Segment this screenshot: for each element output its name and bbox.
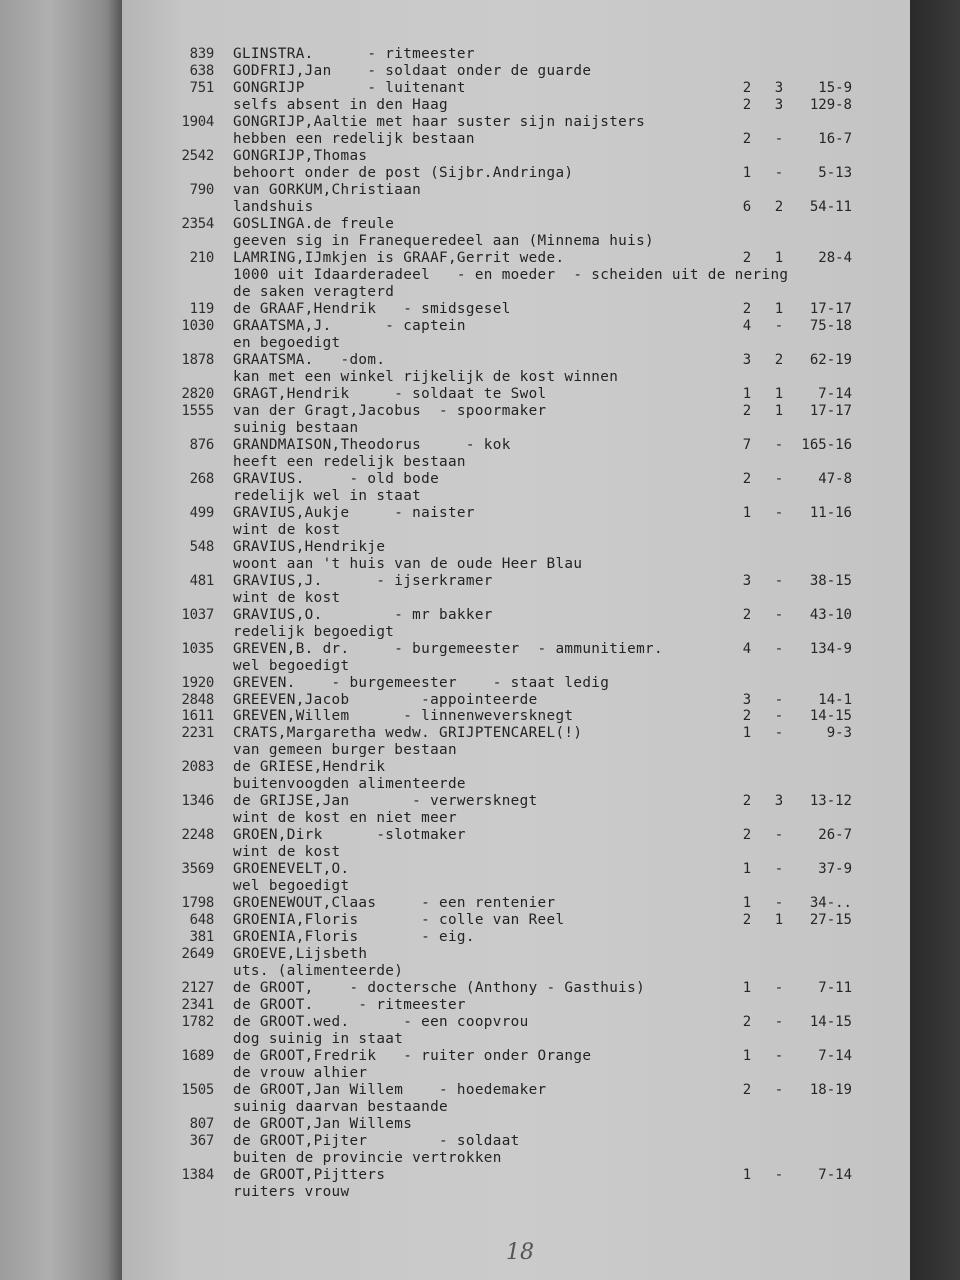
register-entry — [0, 1031, 960, 1048]
column-one: 7 — [742, 437, 752, 453]
column-amount: 7-14 — [818, 1048, 852, 1064]
column-amount: 14-15 — [809, 1014, 852, 1030]
column-one: 2 — [742, 131, 752, 147]
entry-number: 2542 — [181, 148, 214, 164]
column-two: - — [774, 895, 784, 911]
register-entry — [0, 1014, 960, 1031]
column-one: 4 — [742, 641, 752, 657]
entry-text: GREVEN. - burgemeester - staat ledig — [233, 675, 610, 691]
entry-text: GRANDMAISON,Theodorus - kok — [233, 437, 511, 453]
register-entry — [0, 199, 960, 216]
register-entry — [0, 1167, 960, 1184]
column-amount: 17-17 — [809, 403, 852, 419]
entry-text: GREVEN,B. dr. - burgemeester - ammunitiemr. — [233, 641, 663, 657]
entry-text: geeven sig in Franequeredeel aan (Minnema huis) — [233, 233, 654, 249]
register-entry — [0, 641, 960, 658]
entry-number: 638 — [189, 63, 214, 79]
entry-text: GLINSTRA. - ritmeester — [233, 46, 475, 62]
entry-text: de GROOT. - ritmeester — [233, 997, 466, 1013]
column-one: 2 — [742, 471, 752, 487]
entry-number: 1384 — [181, 1167, 214, 1183]
entry-text: van gemeen burger bestaan — [233, 742, 457, 758]
column-two: 1 — [774, 301, 784, 317]
column-one: 1 — [742, 1167, 752, 1183]
register-entry — [0, 539, 960, 556]
entry-number: 2848 — [181, 692, 214, 708]
entry-text: kan met een winkel rijkelijk de kost winnen — [233, 369, 619, 385]
entry-number: 1689 — [181, 1048, 214, 1064]
entry-text: GRAVIUS,Hendrikje — [233, 539, 386, 555]
column-two: - — [774, 861, 784, 877]
entry-text: de GRIJSE,Jan - verwersknegt — [233, 793, 538, 809]
entry-number: 1035 — [181, 641, 214, 657]
column-amount: 62-19 — [809, 352, 852, 368]
entry-text: buiten de provincie vertrokken — [233, 1150, 502, 1166]
entry-number: 1030 — [181, 318, 214, 334]
register-entry — [0, 301, 960, 318]
entry-number: 2083 — [181, 759, 214, 775]
entry-text: GROEN,Dirk -slotmaker — [233, 827, 466, 843]
entry-number: 876 — [189, 437, 214, 453]
register-entry — [0, 590, 960, 607]
entry-text: de GROOT, - doctersche (Anthony - Gasthuis) — [233, 980, 646, 996]
register-entry — [0, 963, 960, 980]
entry-text: GROEVE,Lijsbeth — [233, 946, 368, 962]
column-two: 3 — [774, 80, 784, 96]
entry-number: 548 — [189, 539, 214, 555]
column-amount: 14-1 — [818, 692, 852, 708]
register-entry — [0, 148, 960, 165]
column-amount: 54-11 — [809, 199, 852, 215]
entry-number: 499 — [189, 505, 214, 521]
column-one: 1 — [742, 895, 752, 911]
column-two: - — [774, 165, 784, 181]
entry-text: de GROOT,Jan Willems — [233, 1116, 413, 1132]
entry-number: 367 — [189, 1133, 214, 1149]
register-entry — [0, 267, 960, 284]
entry-text: GROENEWOUT,Claas - een rentenier — [233, 895, 556, 911]
entry-number: 2231 — [181, 725, 214, 741]
entry-number: 1346 — [181, 793, 214, 809]
register-entry — [0, 980, 960, 997]
entry-text: GRAVIUS. - old bode — [233, 471, 440, 487]
entry-number: 1920 — [181, 675, 214, 691]
entry-text: GONGRIJP - luitenant — [233, 80, 466, 96]
register-entry — [0, 675, 960, 692]
column-amount: 28-4 — [818, 250, 852, 266]
register-entry — [0, 912, 960, 929]
entry-text: GODFRIJ,Jan - soldaat onder de guarde — [233, 63, 592, 79]
entry-text: GROENIA,Floris - colle van Reel — [233, 912, 565, 928]
column-one: 2 — [742, 301, 752, 317]
column-one: 6 — [742, 199, 752, 215]
column-one: 1 — [742, 386, 752, 402]
column-amount: 37-9 — [818, 861, 852, 877]
entry-text: van GORKUM,Christiaan — [233, 182, 422, 198]
entry-number: 1878 — [181, 352, 214, 368]
entry-text: landshuis — [233, 199, 314, 215]
register-entry — [0, 233, 960, 250]
register-entry — [0, 844, 960, 861]
register-entry — [0, 131, 960, 148]
entry-text: de GROOT,Pijtters — [233, 1167, 386, 1183]
column-one: 2 — [742, 827, 752, 843]
column-two: 3 — [774, 793, 784, 809]
register-entry — [0, 216, 960, 233]
column-amount: 16-7 — [818, 131, 852, 147]
column-one: 1 — [742, 980, 752, 996]
entry-text: hebben een redelijk bestaan — [233, 131, 475, 147]
entry-text: heeft een redelijk bestaan — [233, 454, 466, 470]
entry-number: 1798 — [181, 895, 214, 911]
page-number: 18 — [506, 1240, 534, 1265]
column-amount: 5-13 — [818, 165, 852, 181]
entry-text: wint de kost — [233, 522, 341, 538]
column-two: - — [774, 1167, 784, 1183]
column-two: 1 — [774, 912, 784, 928]
column-two: 2 — [774, 199, 784, 215]
register-entry — [0, 318, 960, 335]
column-two: 1 — [774, 250, 784, 266]
column-two: 3 — [774, 97, 784, 113]
entry-text: dog suinig in staat — [233, 1031, 404, 1047]
column-amount: 34-.. — [809, 895, 852, 911]
entry-text: woont aan 't huis van de oude Heer Blau — [233, 556, 583, 572]
register-entry — [0, 80, 960, 97]
column-one: 1 — [742, 505, 752, 521]
entry-number: 839 — [189, 46, 214, 62]
entry-text: de GRIESE,Hendrik — [233, 759, 386, 775]
entry-text: suinig daarvan bestaande — [233, 1099, 448, 1115]
entry-text: de GROOT,Jan Willem - hoedemaker — [233, 1082, 547, 1098]
register-entry — [0, 573, 960, 590]
column-one: 2 — [742, 912, 752, 928]
entry-text: selfs absent in den Haag — [233, 97, 448, 113]
entry-number: 210 — [189, 250, 214, 266]
entry-number: 2820 — [181, 386, 214, 402]
register-entry — [0, 946, 960, 963]
column-amount: 134-9 — [809, 641, 852, 657]
entry-number: 790 — [189, 182, 214, 198]
entry-text: de GROOT,Fredrik - ruiter onder Orange — [233, 1048, 592, 1064]
register-entry — [0, 793, 960, 810]
register-entry — [0, 1099, 960, 1116]
entry-text: GONGRIJP,Thomas — [233, 148, 368, 164]
entry-text: de vrouw alhier — [233, 1065, 368, 1081]
register-entry — [0, 505, 960, 522]
entry-text: wel begoedigt — [233, 658, 350, 674]
register-entry — [0, 97, 960, 114]
entry-text: GRAATSMA,J. - captein — [233, 318, 466, 334]
entry-number: 1611 — [181, 708, 214, 724]
column-two: - — [774, 131, 784, 147]
register-entry — [0, 1048, 960, 1065]
column-two: 1 — [774, 403, 784, 419]
register-entry — [0, 454, 960, 471]
entry-text: wint de kost — [233, 590, 341, 606]
register-entry — [0, 742, 960, 759]
column-two: 2 — [774, 352, 784, 368]
column-one: 2 — [742, 250, 752, 266]
column-amount: 165-16 — [801, 437, 852, 453]
entry-text: redelijk wel in staat — [233, 488, 422, 504]
entry-number: 1782 — [181, 1014, 214, 1030]
register-entry — [0, 1082, 960, 1099]
register-entry — [0, 658, 960, 675]
column-two: - — [774, 980, 784, 996]
entry-number: 1037 — [181, 607, 214, 623]
column-amount: 13-12 — [809, 793, 852, 809]
register-entry — [0, 878, 960, 895]
entry-text: van der Gragt,Jacobus - spoormaker — [233, 403, 547, 419]
register-entry — [0, 895, 960, 912]
column-two: - — [774, 505, 784, 521]
entry-number: 648 — [189, 912, 214, 928]
register-entry — [0, 335, 960, 352]
column-two: 1 — [774, 386, 784, 402]
register-entry — [0, 929, 960, 946]
entry-number: 3569 — [181, 861, 214, 877]
entry-number: 2248 — [181, 827, 214, 843]
entry-text: GROENEVELT,O. — [233, 861, 350, 877]
column-one: 1 — [742, 725, 752, 741]
register-entry — [0, 827, 960, 844]
entry-text: ruiters vrouw — [233, 1184, 350, 1200]
column-one: 2 — [742, 1014, 752, 1030]
column-one: 2 — [742, 1082, 752, 1098]
register-entry — [0, 165, 960, 182]
register-entry — [0, 386, 960, 403]
entry-number: 2127 — [181, 980, 214, 996]
column-one: 4 — [742, 318, 752, 334]
column-one: 2 — [742, 793, 752, 809]
register-entry — [0, 420, 960, 437]
column-amount: 129-8 — [809, 97, 852, 113]
register-entry — [0, 624, 960, 641]
register-entry — [0, 284, 960, 301]
register-entry — [0, 471, 960, 488]
column-amount: 9-3 — [826, 725, 852, 741]
column-amount: 27-15 — [809, 912, 852, 928]
register-entry — [0, 63, 960, 80]
entry-text: en begoedigt — [233, 335, 341, 351]
entry-text: wint de kost — [233, 844, 341, 860]
register-entry — [0, 1184, 960, 1201]
column-amount: 15-9 — [818, 80, 852, 96]
entry-number: 268 — [189, 471, 214, 487]
entry-text: redelijk begoedigt — [233, 624, 395, 640]
entry-text: behoort onder de post (Sijbr.Andringa) — [233, 165, 574, 181]
register-entry — [0, 1133, 960, 1150]
entry-text: wint de kost en niet meer — [233, 810, 457, 826]
register-entry — [0, 556, 960, 573]
entry-text: de GRAAF,Hendrik - smidsgesel — [233, 301, 511, 317]
entry-number: 1904 — [181, 114, 214, 130]
column-amount: 43-10 — [809, 607, 852, 623]
register-entry — [0, 437, 960, 454]
column-one: 3 — [742, 692, 752, 708]
entry-number: 381 — [189, 929, 214, 945]
column-one: 2 — [742, 708, 752, 724]
entry-number: 2649 — [181, 946, 214, 962]
column-one: 2 — [742, 403, 752, 419]
column-one: 2 — [742, 80, 752, 96]
column-one: 1 — [742, 165, 752, 181]
column-two: - — [774, 641, 784, 657]
entry-text: GRAVIUS,J. - ijserkramer — [233, 573, 493, 589]
register-entry — [0, 725, 960, 742]
register-entry — [0, 759, 960, 776]
register-entry — [0, 114, 960, 131]
entry-text: suinig bestaan — [233, 420, 359, 436]
column-amount: 75-18 — [809, 318, 852, 334]
entry-text: GREEVEN,Jacob -appointeerde — [233, 692, 538, 708]
column-two: - — [774, 318, 784, 334]
entry-number: 751 — [189, 80, 214, 96]
entry-text: GREVEN,Willem - linnenweversknegt — [233, 708, 574, 724]
column-one: 3 — [742, 352, 752, 368]
entry-text: de saken veragterd — [233, 284, 395, 300]
register-entry — [0, 997, 960, 1014]
column-amount: 7-11 — [818, 980, 852, 996]
register-entry — [0, 250, 960, 267]
entry-number: 2354 — [181, 216, 214, 232]
column-two: - — [774, 1048, 784, 1064]
column-amount: 7-14 — [818, 1167, 852, 1183]
register-entry — [0, 403, 960, 420]
register-entry — [0, 488, 960, 505]
entry-text: buitenvoogden alimenteerde — [233, 776, 466, 792]
entry-text: GOSLINGA.de freule — [233, 216, 395, 232]
column-two: - — [774, 607, 784, 623]
entry-text: CRATS,Margaretha wedw. GRIJPTENCAREL(!) — [233, 725, 583, 741]
entry-number: 1505 — [181, 1082, 214, 1098]
entry-number: 1555 — [181, 403, 214, 419]
column-one: 2 — [742, 97, 752, 113]
register-entry — [0, 46, 960, 63]
column-one: 3 — [742, 573, 752, 589]
column-one: 1 — [742, 861, 752, 877]
register-entry — [0, 708, 960, 725]
register-entry — [0, 522, 960, 539]
column-two: - — [774, 692, 784, 708]
column-amount: 26-7 — [818, 827, 852, 843]
entry-number: 119 — [189, 301, 214, 317]
register-entry — [0, 1150, 960, 1167]
column-two: - — [774, 725, 784, 741]
entry-text: uts. (alimenteerde) — [233, 963, 404, 979]
entry-text: GROENIA,Floris - eig. — [233, 929, 475, 945]
register-entry — [0, 861, 960, 878]
register-entry — [0, 1065, 960, 1082]
column-two: - — [774, 708, 784, 724]
column-two: - — [774, 573, 784, 589]
column-two: - — [774, 827, 784, 843]
register-entry — [0, 776, 960, 793]
entry-number: 807 — [189, 1116, 214, 1132]
column-amount: 7-14 — [818, 386, 852, 402]
entry-text: de GROOT.wed. - een coopvrou — [233, 1014, 529, 1030]
entry-text: GRAGT,Hendrik - soldaat te Swol — [233, 386, 547, 402]
entry-text: GRAVIUS,Aukje - naister — [233, 505, 475, 521]
column-one: 1 — [742, 1048, 752, 1064]
column-two: - — [774, 437, 784, 453]
entry-text: de GROOT,Pijter - soldaat — [233, 1133, 520, 1149]
column-one: 2 — [742, 607, 752, 623]
register-entry — [0, 352, 960, 369]
entry-text: GRAATSMA. -dom. — [233, 352, 386, 368]
register-entry — [0, 1116, 960, 1133]
column-amount: 14-15 — [809, 708, 852, 724]
entry-text: GONGRIJP,Aaltie met haar suster sijn naijsters — [233, 114, 646, 130]
column-two: - — [774, 1082, 784, 1098]
entry-number: 2341 — [181, 997, 214, 1013]
register-entry — [0, 369, 960, 386]
entry-number: 481 — [189, 573, 214, 589]
entry-text: 1000 uit Idaarderadeel - en moeder - scheiden uit de nering — [233, 267, 789, 283]
entry-text: LAMRING,IJmkjen is GRAAF,Gerrit wede. — [233, 250, 565, 266]
column-amount: 18-19 — [809, 1082, 852, 1098]
entry-text: wel begoedigt — [233, 878, 350, 894]
column-amount: 11-16 — [809, 505, 852, 521]
register-entry — [0, 182, 960, 199]
column-amount: 38-15 — [809, 573, 852, 589]
column-amount: 17-17 — [809, 301, 852, 317]
register-entry — [0, 810, 960, 827]
column-two: - — [774, 1014, 784, 1030]
register-entry — [0, 692, 960, 709]
entry-text: GRAVIUS,O. - mr bakker — [233, 607, 493, 623]
column-amount: 47-8 — [818, 471, 852, 487]
register-entry — [0, 607, 960, 624]
column-two: - — [774, 471, 784, 487]
